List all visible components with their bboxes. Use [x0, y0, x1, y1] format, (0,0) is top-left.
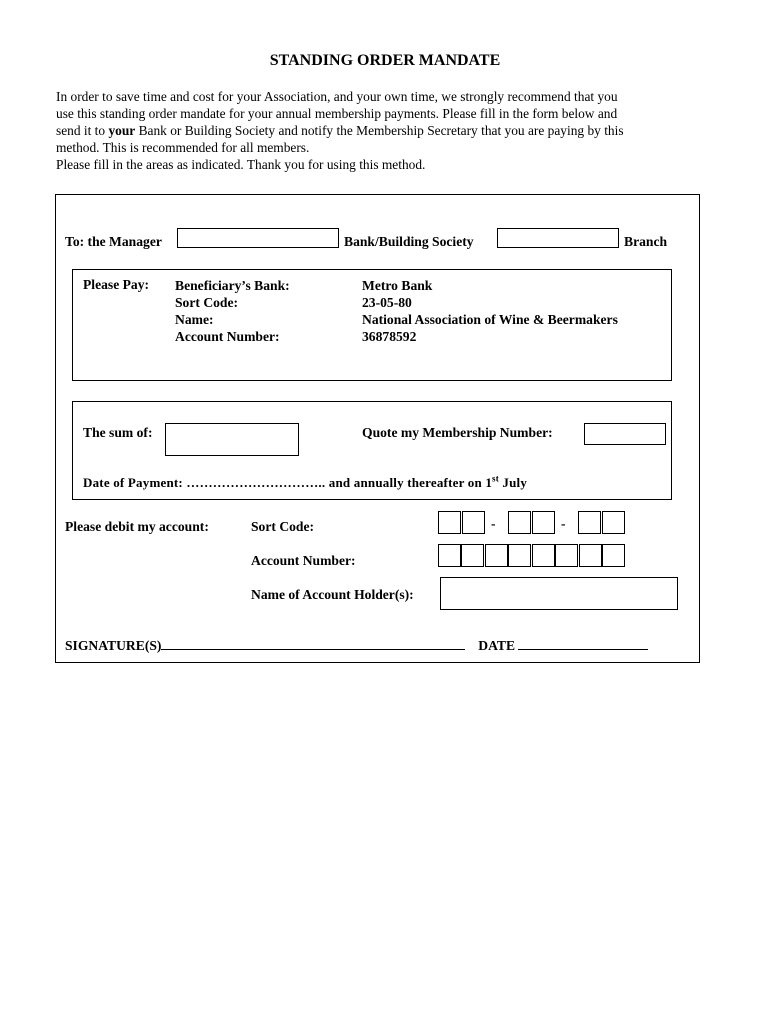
field-label: Account Number:	[175, 329, 280, 344]
account-number-digit[interactable]	[461, 544, 484, 567]
intro-line: use this standing order mandate for your annual membership payments. Please fill in the form below and	[56, 106, 618, 121]
membership-number-label: Quote my Membership Number:	[362, 425, 553, 440]
signature-label: SIGNATURE(S)	[65, 638, 162, 653]
account-number-digit[interactable]	[579, 544, 602, 567]
field-value: Metro Bank	[362, 278, 433, 293]
date-of-payment-text: Date of Payment: ………………………….. and annually thereafter on 1	[83, 475, 493, 490]
sort-code-digit[interactable]	[462, 511, 485, 534]
field-label: Sort Code:	[175, 295, 239, 310]
account-number-digit[interactable]	[532, 544, 555, 567]
intro-line: Please fill in the areas as indicated. Thank you for using this method.	[56, 157, 426, 172]
account-holder-input[interactable]	[440, 577, 678, 610]
field-value: 23-05-80	[362, 295, 412, 310]
account-number-digit[interactable]	[555, 544, 578, 567]
intro-text: send it to	[56, 123, 109, 138]
signature-row	[65, 637, 648, 654]
date-line[interactable]	[518, 637, 648, 650]
branch-label: Branch	[624, 234, 668, 249]
field-value: 36878592	[362, 329, 417, 344]
sort-code-digit[interactable]	[532, 511, 555, 534]
signature-line[interactable]	[161, 637, 465, 650]
field-label: Beneficiary’s Bank:	[175, 278, 290, 293]
account-number-digit[interactable]	[602, 544, 625, 567]
branch-input[interactable]	[497, 228, 619, 248]
sort-code-digit[interactable]	[602, 511, 625, 534]
date-ordinal: st	[492, 473, 499, 484]
intro-line: In order to save time and cost for your Association, and your own time, we strongly recommend that you	[56, 89, 618, 104]
intro-line: method. This is recommended for all members.	[56, 140, 310, 155]
sort-code-dash: -	[561, 516, 566, 531]
account-holder-label: Name of Account Holder(s):	[251, 587, 414, 602]
sort-code-digit[interactable]	[508, 511, 531, 534]
intro-text: Bank or Building Society and notify the Membership Secretary that you are paying by this	[135, 123, 624, 138]
intro-paragraph	[56, 88, 726, 173]
account-number-label: Account Number:	[251, 553, 356, 568]
membership-number-input[interactable]	[584, 423, 666, 445]
bank-name-input[interactable]	[177, 228, 339, 248]
debit-account-label: Please debit my account:	[65, 519, 209, 534]
sort-code-boxes	[438, 511, 626, 534]
beneficiary-values	[362, 277, 618, 345]
sort-code-dash: -	[491, 516, 496, 531]
date-label: DATE	[478, 638, 516, 653]
sort-code-digit[interactable]	[578, 511, 601, 534]
account-number-digit[interactable]	[508, 544, 531, 567]
sort-code-digit[interactable]	[438, 511, 461, 534]
beneficiary-labels	[175, 277, 290, 345]
to-manager-label: To: the Manager	[65, 234, 162, 249]
intro-line	[56, 122, 726, 139]
sort-code-label: Sort Code:	[251, 519, 315, 534]
date-month: July	[498, 475, 528, 490]
please-pay-label: Please Pay:	[83, 277, 150, 292]
page-title: STANDING ORDER MANDATE	[269, 52, 501, 69]
date-of-payment-line	[83, 475, 527, 491]
intro-emphasis: your	[108, 123, 136, 138]
account-number-digit[interactable]	[485, 544, 508, 567]
sum-amount-input[interactable]	[165, 423, 299, 456]
account-number-digit[interactable]	[438, 544, 461, 567]
field-value: National Association of Wine & Beermakers	[362, 312, 618, 327]
sum-of-label: The sum of:	[83, 425, 153, 440]
field-label: Name:	[175, 312, 214, 327]
bank-building-society-label: Bank/Building Society	[344, 234, 474, 249]
account-number-boxes	[438, 544, 626, 567]
